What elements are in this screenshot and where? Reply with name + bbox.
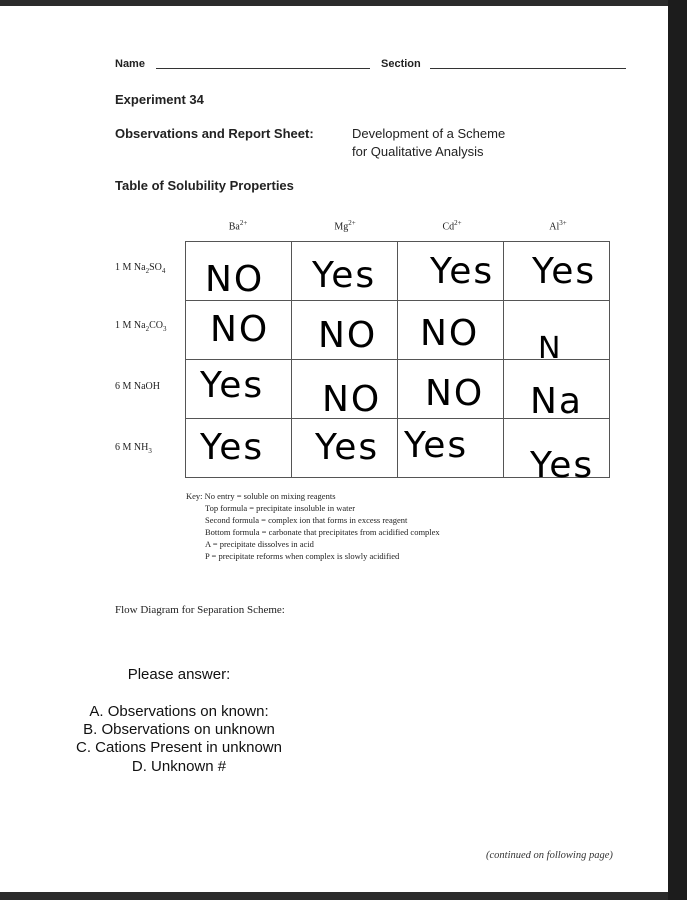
handwritten-answer: NO	[322, 379, 382, 420]
handwritten-answer: Yes	[200, 365, 265, 406]
prompt-item: A. Observations on known:	[89, 703, 269, 720]
handwritten-answer: Yes	[532, 251, 597, 292]
experiment-title: Experiment 34	[115, 92, 204, 107]
handwritten-answer: Yes	[315, 427, 380, 468]
handwritten-answer: Yes	[530, 445, 595, 486]
column-header-al: $Al^{3+}$	[549, 219, 567, 233]
prompt-item: B. Observations on unknown	[83, 721, 275, 738]
key-line: Top formula = precipitate insoluble in water	[205, 503, 356, 513]
handwritten-answer: Yes	[430, 251, 495, 292]
key-line: P = precipitate reforms when complex is slowly acidified	[205, 551, 400, 561]
observations-subtitle-1: Development of a Scheme	[352, 126, 506, 141]
section-line	[430, 68, 626, 69]
handwritten-answer: NO	[318, 315, 378, 356]
handwritten-answer: NO	[205, 259, 265, 300]
column-header-mg: $Mg^{2+}$	[334, 219, 356, 233]
observations-heading: Observations and Report Sheet:	[115, 126, 314, 141]
key-line: Bottom formula = carbonate that precipitates from acidified complex	[205, 527, 440, 537]
handwritten-answer: N	[538, 331, 563, 366]
row-header-naoh: 6 M NaOH	[115, 381, 160, 392]
prompt-item: C. Cations Present in unknown	[76, 739, 282, 756]
column-header-cd: $Cd^{2+}$	[442, 219, 462, 233]
handwritten-answer: Yes	[404, 425, 469, 466]
handwritten-answer: Yes	[312, 255, 377, 296]
key-line: Key: No entry = soluble on mixing reagents	[186, 491, 336, 501]
continued-note: (continued on following page)	[486, 850, 613, 861]
handwritten-answer: NO	[425, 373, 485, 414]
name-line	[156, 68, 370, 69]
name-label: Name	[115, 58, 145, 70]
section-label: Section	[381, 58, 421, 70]
key-line: A = precipitate dissolves in acid	[205, 539, 314, 549]
row-header-nh3: 6 M $NH_3$	[115, 442, 152, 455]
column-header-ba: $Ba^{2+}$	[228, 219, 248, 233]
key-line: Second formula = complex ion that forms in excess reagent	[205, 515, 408, 525]
table-title: Table of Solubility Properties	[115, 178, 294, 193]
prompt-item: D. Unknown #	[131, 758, 227, 775]
handwritten-answer: NO	[420, 313, 480, 354]
handwritten-answer: Na	[530, 381, 583, 422]
flow-diagram-label: Flow Diagram for Separation Scheme:	[115, 604, 285, 616]
observations-subtitle-2: for Qualitative Analysis	[352, 144, 484, 159]
scan-edge	[668, 0, 687, 900]
handwritten-answer: Yes	[200, 427, 265, 468]
row-header-na2co3: 1 M $Na_2CO_3$	[115, 320, 167, 333]
row-header-na2so4: 1 M $Na_2SO_4$	[115, 262, 166, 275]
handwritten-answer: NO	[210, 309, 270, 350]
prompt-title: Please answer:	[127, 666, 231, 683]
